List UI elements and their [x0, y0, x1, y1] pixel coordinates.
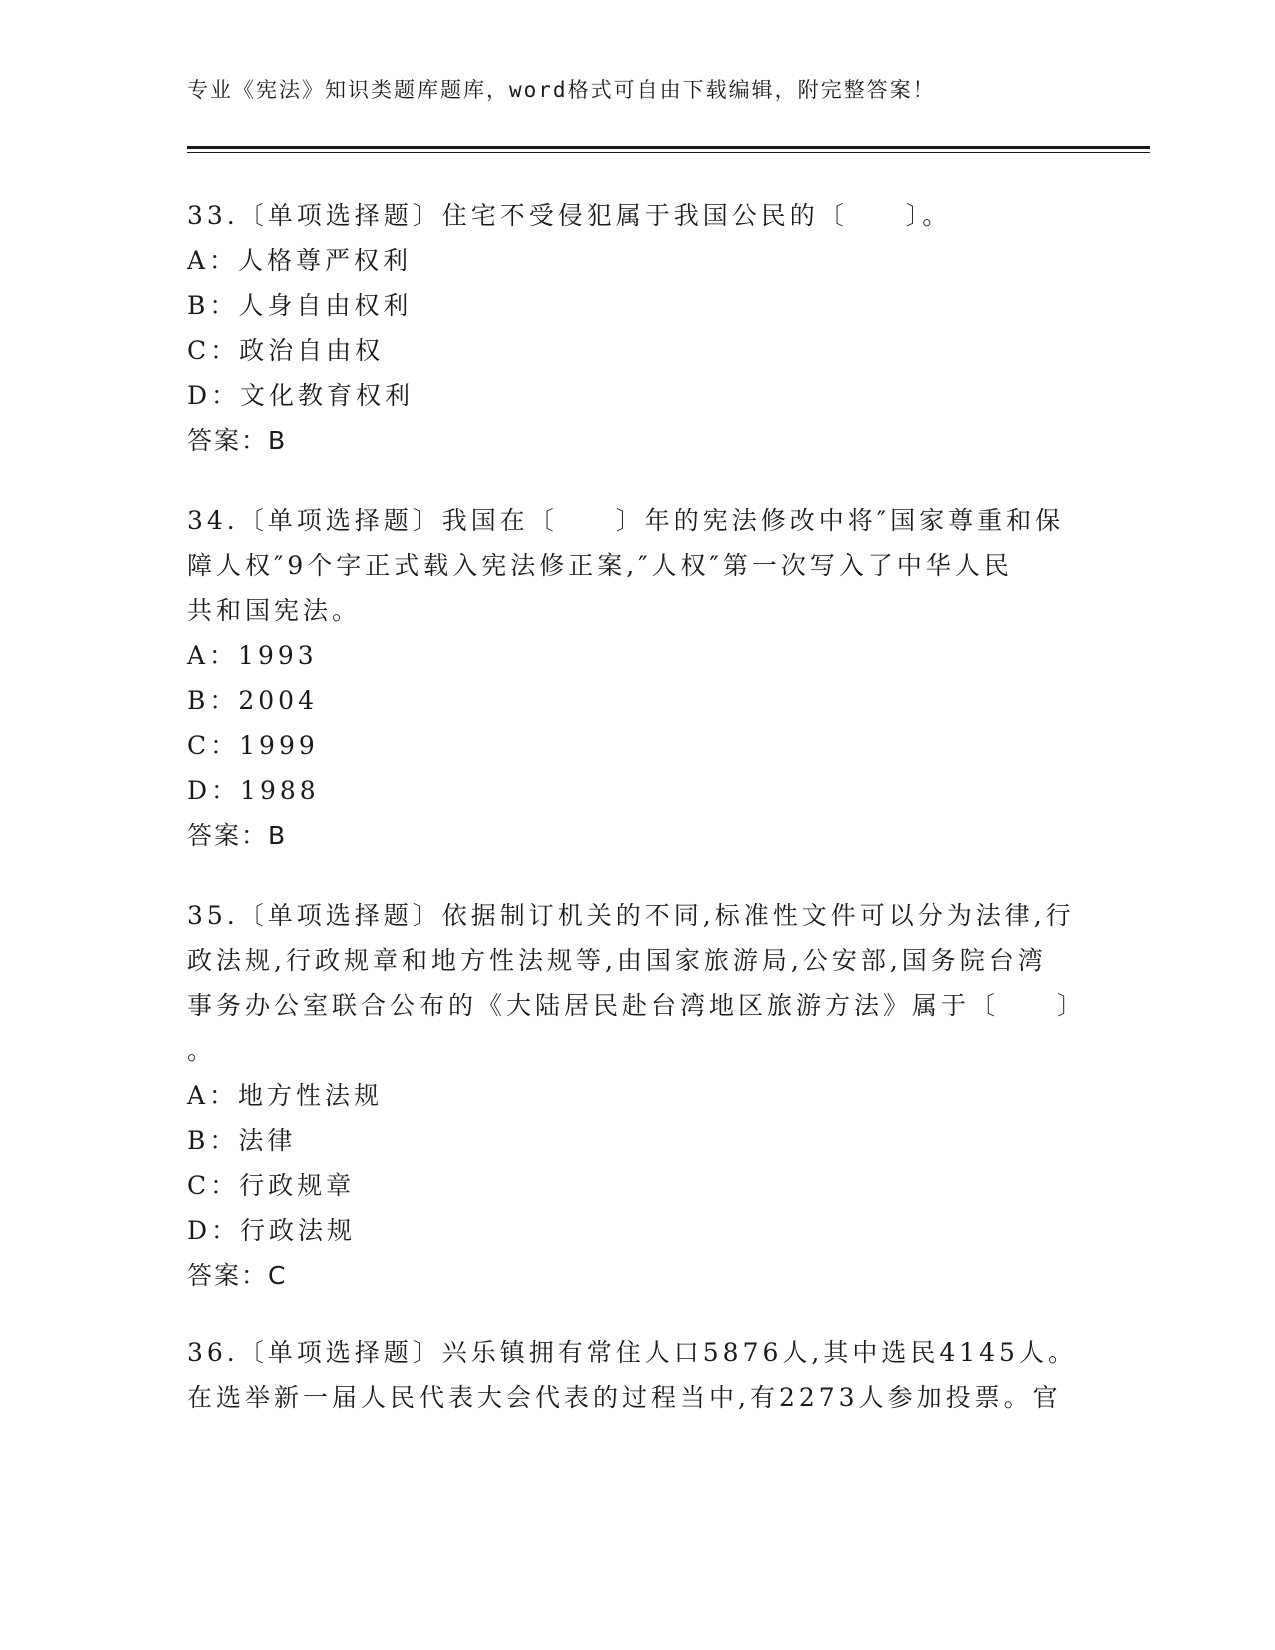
question-text: 政法规,行政规章和地方性法规等,由国家旅游局,公安部,国务院台湾 [187, 946, 1047, 975]
option-b: B：法律 [187, 1126, 297, 1155]
option-c: C：1999 [187, 731, 319, 760]
question-text: 35.〔单项选择题〕依据制订机关的不同,标准性文件可以分为法律,行 [187, 901, 1075, 930]
option-b: B：人身自由权利 [187, 291, 413, 320]
question-text: 。 [187, 1036, 217, 1065]
option-d: D：文化教育权利 [187, 381, 415, 410]
answer: 答案：B [187, 821, 288, 850]
question-35 [187, 893, 1087, 1298]
header-divider-thin [187, 152, 1150, 153]
question-text: 33.〔单项选择题〕住宅不受侵犯属于我国公民的〔 〕。 [187, 201, 952, 230]
option-a: A：地方性法规 [187, 1081, 384, 1110]
question-text: 共和国宪法。 [187, 596, 362, 625]
option-d: D：1988 [187, 776, 320, 805]
question-36 [187, 1330, 1087, 1420]
header-divider-thick [187, 146, 1150, 149]
answer: 答案：B [187, 426, 288, 455]
question-text: 事务办公室联合公布的《大陆居民赴台湾地区旅游方法》属于〔 〕 [187, 991, 1087, 1020]
answer: 答案：C [187, 1261, 288, 1290]
option-b: B：2004 [187, 686, 318, 715]
option-d: D：行政法规 [187, 1216, 357, 1245]
option-a: A：1993 [187, 641, 318, 670]
document-header: 专业《宪法》知识类题库题库，word格式可自由下载编辑，附完整答案！ [187, 78, 936, 102]
question-34 [187, 498, 1087, 858]
option-c: C：政治自由权 [187, 336, 385, 365]
question-text: 障人权″9个字正式载入宪法修正案,″人权″第一次写入了中华人民 [187, 551, 1013, 580]
question-text: 34.〔单项选择题〕我国在〔 〕年的宪法修改中将″国家尊重和保 [187, 506, 1065, 535]
option-c: C：行政规章 [187, 1171, 356, 1200]
question-33 [187, 193, 1087, 463]
question-text: 在选举新一届人民代表大会代表的过程当中,有2273人参加投票。官 [187, 1383, 1062, 1412]
option-a: A：人格尊严权利 [187, 246, 413, 275]
question-text: 36.〔单项选择题〕兴乐镇拥有常住人口5876人,其中选民4145人。 [187, 1338, 1077, 1367]
